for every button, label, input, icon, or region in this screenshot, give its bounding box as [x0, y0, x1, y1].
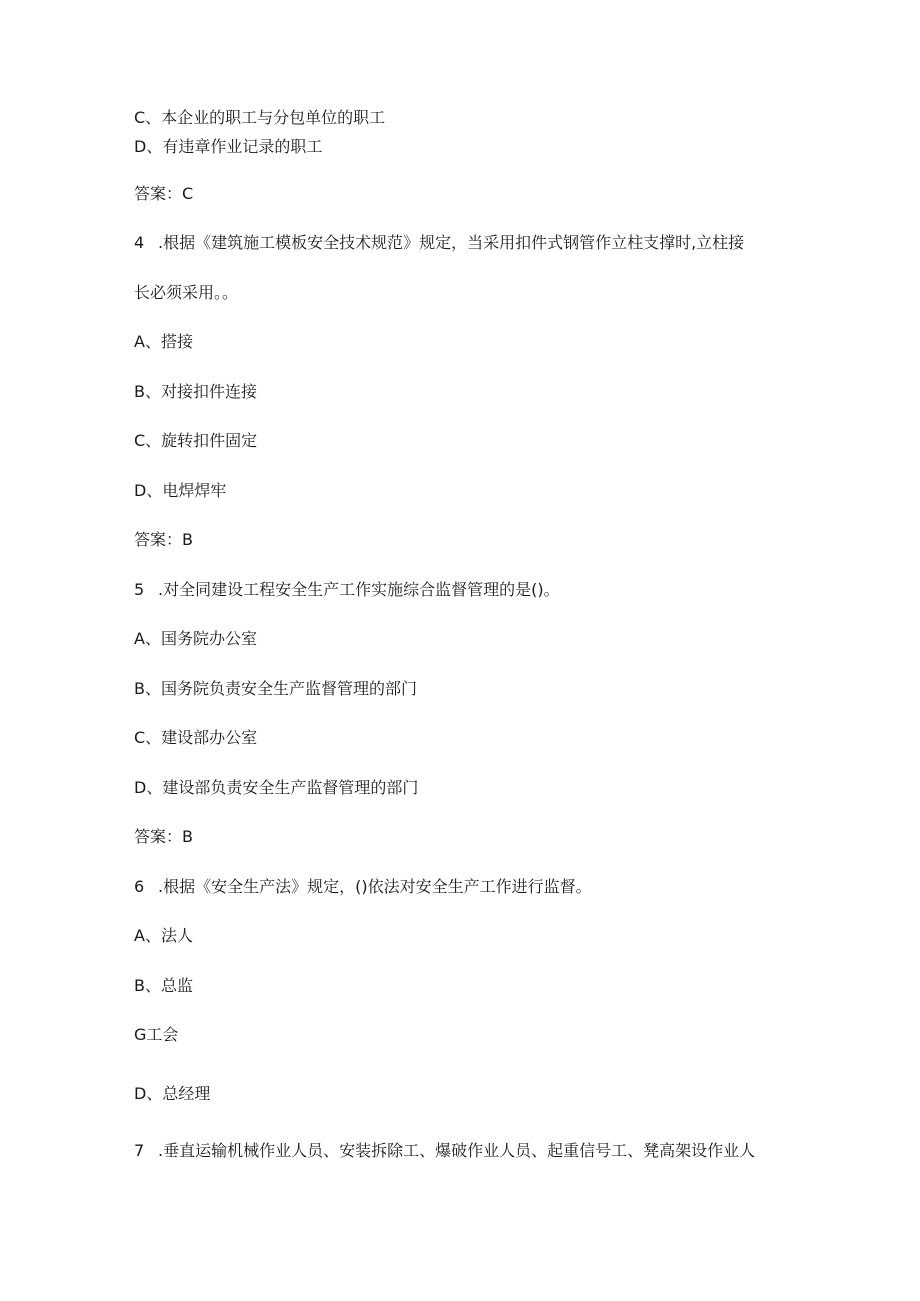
- question-number: 4: [134, 233, 145, 252]
- option-c-q5: C、建设部办公室: [134, 728, 258, 747]
- answer-q5: 答案：B: [134, 827, 193, 846]
- answer-q3: 答案：C: [134, 184, 194, 203]
- option-a-q4: A、搭接: [134, 332, 193, 351]
- question-6: [134, 877, 592, 897]
- question-4: [134, 233, 744, 253]
- option-d-q3: D、有违章作业记录的职工: [134, 137, 323, 156]
- question-number: 7: [134, 1141, 145, 1160]
- option-c-q4: C、旋转扣件固定: [134, 431, 258, 450]
- question-5: [134, 580, 560, 600]
- question-number: 5: [134, 580, 145, 599]
- answer-q4: 答案：B: [134, 530, 193, 549]
- option-b-q5: B、国务院负责安全生产监督管理的部门: [134, 679, 417, 698]
- option-b-q6: B、总监: [134, 976, 193, 995]
- option-d-q6: D、总经理: [134, 1084, 211, 1103]
- option-d-q4: D、电焊焊牢: [134, 481, 227, 500]
- question-text: .对全同建设工程安全生产工作实施综合监督管理的是()。: [158, 580, 560, 599]
- question-text: .垂直运输机械作业人员、安装拆除工、爆破作业人员、起重信号工、凳高架设作业人: [158, 1141, 756, 1160]
- question-text: .根据《安全生产法》规定，()依法对安全生产工作进行监督。: [158, 877, 592, 896]
- option-a-q5: A、国务院办公室: [134, 629, 257, 648]
- question-text: .根据《建筑施工模板安全技术规范》规定，当采用扣件式钢管作立柱支撑时,立柱接: [158, 233, 745, 252]
- option-c-q6: G工会: [134, 1025, 179, 1044]
- question-7: [134, 1141, 755, 1161]
- option-b-q4: B、对接扣件连接: [134, 382, 257, 401]
- option-d-q5: D、建设部负责安全生产监督管理的部门: [134, 778, 419, 797]
- option-c-q3: C、本企业的职工与分包单位的职工: [134, 108, 386, 127]
- option-a-q6: A、法人: [134, 926, 193, 945]
- question-4-continuation: 长必须采用。。: [134, 283, 239, 302]
- question-number: 6: [134, 877, 145, 896]
